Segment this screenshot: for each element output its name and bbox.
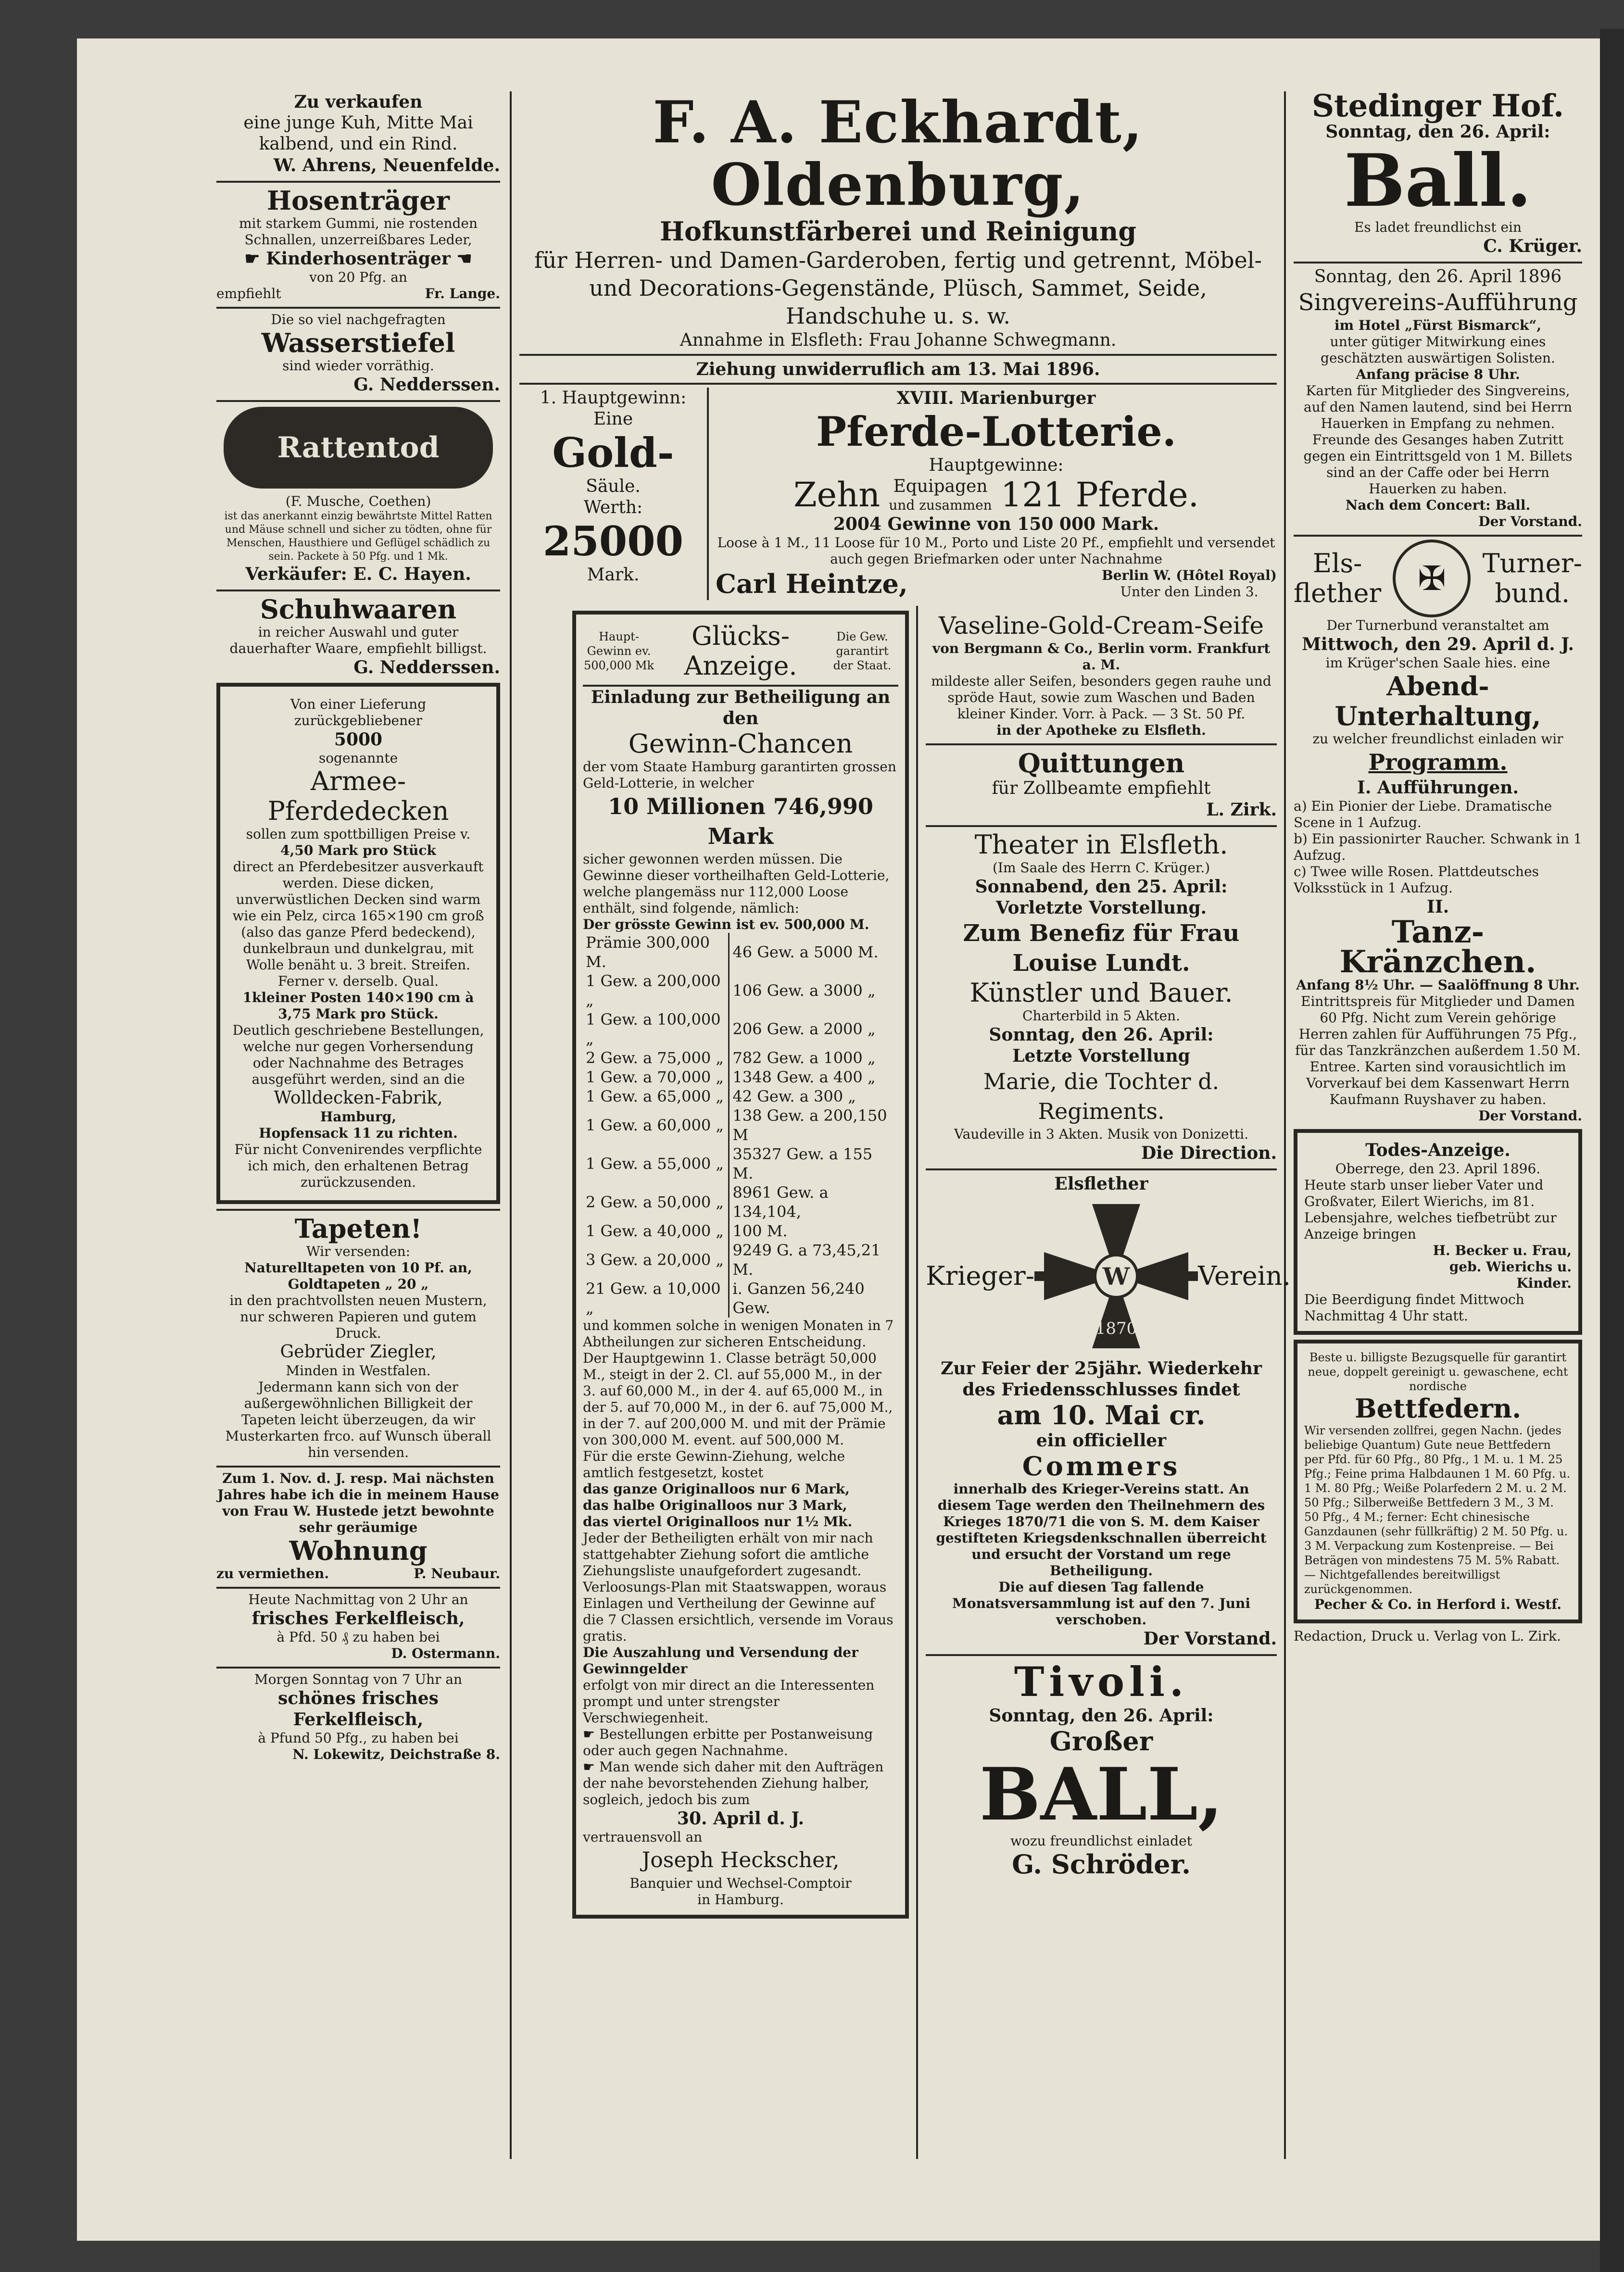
prize-row [583,1144,898,1183]
ad-text: wozu freundlichst einladet [1010,1833,1192,1849]
ad-signature: Joseph Heckscher, [642,1848,840,1872]
ad-text: unter gütiger Mitwirkung eines geschätzten auswärtigen Solisten. [1321,334,1555,366]
prize-cell: 106 Gew. a 3000 „ [732,981,876,1000]
ad-title: flether [1294,578,1382,608]
ad-text: Loose à 1 M., 11 Loose für 10 M., Porto und Liste 20 Pf., empfiehlt und versendet auch gegen Briefmarken oder unter Nachnahme [717,535,1275,567]
divider [519,383,1277,385]
heintze-address [1102,567,1277,600]
ad-title: Commers [1022,1451,1181,1481]
binding-edge [1600,29,1624,2272]
prize-cell: 1 Gew. a 100,000 „ [583,1010,729,1048]
ad-text: für Herren- und Damen-Garderoben, fertig und getrennt, Möbel- und Decorations-Gegenstände, Plüsch, Sammet, Seide, Handschuhe u. s. w. [534,247,1262,329]
divider [519,354,1277,356]
ad-signature: D. Ostermann. [391,1645,500,1661]
prize-cell: 2 Gew. a 75,000 „ [583,1048,729,1067]
ad-ferkel-2 [216,1671,500,1763]
turner-emblem-row [1294,540,1582,617]
ad-title: Marie, die Tochter d. Regiments. [983,1068,1220,1124]
ad-signature: L. Zirk. [1206,800,1277,820]
ad-title: Quittungen [1018,748,1185,778]
order-line [583,1759,898,1808]
ad-text: Die Auszahlung und Versendung der Gewinngelder [583,1644,858,1677]
ad-title: Todes-Anzeige. [1365,1140,1511,1160]
ad-text: Jeder der Betheiligten erhält von mir nach stattgehabter Ziehung sofort die amtliche Ziehungsliste unaufgefordert zugesandt. [583,1530,873,1579]
ad-text: Sonnabend, den 25. April: [975,877,1228,897]
prize-cell: 138 Gew. a 200,150 M [732,1106,887,1144]
prize-row [583,1106,898,1144]
pointing-hand-icon: ☛ [244,249,266,269]
ad-eckhardt [519,88,1277,600]
ad-text: Minden in Westfalen. [286,1363,431,1379]
divider [1294,535,1582,537]
ad-title: Singvereins-Aufführung [1298,289,1578,316]
ad-vaseline [926,611,1277,739]
pointing-hand-icon: ☚ [450,249,472,269]
prize-cell: 42 Gew. a 300 „ [732,1087,856,1105]
ad-rattentod [216,407,500,585]
ad-singverein [1294,266,1582,530]
ad-text: Wir versenden zollfrei, gegen Nachn. (jedes beliebige Quantum) Gute neue Bettfedern per Pfd. für 60 Pfg., 80 Pfg., 1 M. u. 1 M. 25 Pfg.; Feine prima Halbdaunen 1 M. 60 Pfg. u. 1 M. 80 Pfg.; Weiße Polarfedern 2 M. u. 2 M. 50 Pfg.; Silberweiße Bettfedern 3 M., 3 M. 50 Pfg., 4 M.; ferner: Echt chinesische Ganzdaunen (sehr füllkräftig) 2 M. 50 Pfg. u. 3 M. Verpackung zum Kostenpreise. — Bei Beträgen von mindestens 75 M. 5% Rabatt. — Nichtgefallendes bereitwilligst zurückgenommen. [1304,1424,1571,1596]
ad-text: und kommen solche in wenigen Monaten in 7 Abtheilungen zur sicheren Entscheidung. [583,1318,894,1350]
ad-text: 1kleiner Posten 140×190 cm à 3,75 Mark pro Stück. [242,990,474,1022]
prize-cell: 21 Gew. a 10,000 „ [583,1279,729,1318]
ad-text: Die auf diesen Tag fallende Monatsversammlung ist auf den 7. Juni verschoben. [952,1579,1250,1628]
ad-stedinger-hof [1294,88,1582,257]
ad-title: Wohnung [289,1535,428,1566]
prize-cell: 2 Gew. a 50,000 „ [583,1183,729,1221]
ad-text: in der Apotheke zu Elsfleth. [996,722,1206,738]
ad-signature: Pecher & Co. in Herford i. Westf. [1314,1596,1561,1612]
ad-text: Man wende sich daher mit den Aufträgen der nahe bevorstehenden Ziehung halber, sogleich, jedoch bis zum [583,1759,884,1808]
column-rule [916,606,918,2159]
ad-text: Haupt-Gewinn ev. 500,000 Mk [584,630,654,672]
prize-cell: 1 Gew. a 40,000 „ [583,1221,729,1241]
ad-text: innerhalb des Krieger-Vereins statt. An diesem Tage werden den Theilnehmern des Krieges 1870/71 die von S. M. dem Kaiser gestifteten Kriegsdenkschnallen überreicht und ersucht der Vorstand um rege Betheiligung. [936,1481,1267,1579]
ad-text: Verloosungs-Plan mit Staatswappen, woraus Einlagen und Vertheilung der Gewinne auf die 7 Classen ersichtlich, versende im Voraus gratis. [583,1579,894,1644]
ad-title: Künstler und Bauer. [969,978,1233,1008]
ad-price: das viertel Originalloos nur 1½ Mk. [583,1514,853,1530]
ad-price: das ganze Originalloos nur 6 Mark, [583,1481,850,1497]
turner-right [1483,549,1582,608]
ad-text: erfolgt von mir direct an die Interessenten prompt und unter strengster Verschwiegenheit. [583,1677,875,1726]
ad-title: 10 Millionen 746,990 Mark [608,793,873,849]
ad-title: Pferde-Lotterie. [816,408,1177,455]
ad-text: Es ladet freundlichst ein [1354,219,1522,235]
lottery-row [519,388,1277,600]
imprint: Redaction, Druck u. Verlag von L. Zirk. [1294,1628,1561,1644]
ad-text: Die Beerdigung findet Mittwoch Nachmittag 4 Uhr statt. [1304,1292,1524,1324]
ad-theater [926,830,1277,1164]
glueck-header [583,621,898,687]
ad-pferdedecken [216,683,500,1204]
ad-text: im Hotel „Fürst Bismarck“, [1334,317,1542,333]
ad-title: Pferdedecken [267,796,449,826]
ad-text: für Zollbeamte empfiehlt [992,778,1211,798]
divider [926,743,1277,745]
prize-table [583,933,898,1318]
ad-ferkel-1 [216,1592,500,1662]
order-line [583,1726,898,1759]
ad-title: Zu verkaufen [294,92,423,112]
lottery-date: Ziehung unwiderruflich am 13. Mai 1896. [696,359,1100,379]
pferde-column [709,388,1277,600]
column-1 [216,91,500,1768]
prize-cell: Prämie 300,000 M. [583,933,729,971]
ad-text: Naturelltapeten von 10 Pf. an, [244,1260,472,1276]
column-2 [572,606,909,1923]
ad-text: eine junge Kuh, Mitte Mai kalbend, und ein Rind. [243,113,473,154]
ad-title: Hosenträger [266,185,450,216]
prize-cell: 100 M. [732,1222,788,1240]
ad-title: Theater in Elsfleth. [974,829,1228,860]
iron-cross-icon [1034,1194,1198,1358]
ad-text: Mittwoch, den 29. April d. J. [1302,634,1574,654]
ad-text: Werth: [583,498,643,517]
ad-title: Vaseline-Gold-Cream-Seife [939,612,1264,640]
prize-cell: 1 Gew. a 65,000 „ [583,1087,729,1106]
ad-title: Tapeten! [294,1213,422,1244]
divider [216,1667,500,1669]
ad-todesanzeige [1294,1129,1582,1335]
ad-signature: Carl Heintze, [716,568,908,599]
divider [926,1654,1277,1656]
ad-title: Gold- [552,429,674,477]
ad-text: Der Hauptgewinn 1. Classe beträgt 50,000 M., steigt in der 2. Cl. auf 55,000 M., in der 3. auf 60,000 M., in der 4. auf 65,000 M., in der 5. auf 70,000 M., in der 6. auf 75,000 M., in der 7. auf 200,000 M. und mit der Prämie von 300,000 M. event. auf 500,000 M. [583,1350,893,1448]
prize-cell: 46 Gew. a 5000 M. [732,943,879,961]
ad-text: Morgen Sonntag von 7 Uhr an [254,1671,463,1687]
ad-kriegerverein [926,1173,1291,1649]
prize-cell: 8961 Gew. a 134,104, [732,1183,829,1221]
prize-cell: 35327 Gew. a 155 M. [732,1145,873,1182]
ad-text: der vom Staate Hamburg garantirten grossen Geld-Lotterie, in welcher [583,759,896,791]
ad-title: Stedinger Hof. [1311,88,1564,124]
ad-subtitle [216,248,500,269]
ad-text: à Pfd. 50 ₰ zu haben bei [277,1629,440,1645]
prize-row [583,1067,898,1087]
ad-text: Hamburg, [320,1109,397,1125]
ad-text: Berlin W. (Hôtel Royal) [1102,567,1277,583]
ad-date: 30. April d. J. [677,1808,805,1829]
turner-left [1294,549,1381,608]
ad-bettfedern [1294,1340,1582,1623]
cross-year: 1870 [1095,1319,1137,1338]
ad-title: Ball. [1344,138,1532,223]
ad-text: Eintrittspreis für Mitglieder und Damen 60 Pfg. Nicht zum Verein gehörige Herren zahlen für Aufführungen 75 Pfg., für das Tanzkränzchen außerdem 1.50 M. Entree. Karten sind vorausichtlich im Vorverkauf bei dem Kassenwart Herrn Kaufmann Ruyshaver zu haben. [1295,993,1581,1107]
ad-text: II. [1426,897,1449,917]
logo-text: Rattentod [277,431,440,464]
ad-text: von Bergmann & Co., Berlin vorm. Frankfurt a. M. [932,640,1271,673]
ad-text: Equipagen [893,477,988,496]
ad-text: sicher gewonnen werden müssen. Die Gewinne dieser vortheilhaften Geld-Lotterie, welche plangemäss nur 112,000 Loose enthält, sind folgende, nämlich: [583,851,890,916]
ad-signature: Gebrüder Ziegler, [280,1342,437,1362]
gold-column [519,388,709,600]
ad-signature: Die Direction. [1141,1143,1277,1163]
ad-text: b) Ein passionirter Raucher. Schwank in 1 Aufzug. [1294,831,1582,863]
prize-cell: 206 Gew. a 2000 „ [732,1020,876,1038]
ad-text: XVIII. Marienburger [896,388,1096,408]
pointing-hand-icon: ☛ [583,1726,600,1742]
ad-signature: geb. Wierichs u. [1449,1259,1572,1275]
heintze-line [716,567,1277,600]
ad-text: Goldtapeten „ 20 „ [288,1276,429,1292]
rat-logo [216,407,500,489]
newspaper-page [77,38,1616,2241]
ad-text: Karten für Mitglieder des Singvereins, auf den Namen lautend, sind bei Herrn Hauerken in Empfang zu nehmen. Freunde des Gesanges haben Zutritt gegen ein Eintrittsgeld von 1 M. Billets sind an der Caffe oder bei Herrn Hauerken zu haben. [1303,383,1573,497]
divider [926,1168,1277,1170]
ad-text: 2004 Gewinne von 150 000 Mark. [833,514,1159,534]
ad-signature: H. Becker u. Frau, [1433,1243,1572,1258]
ad-number: 25000 [542,517,684,565]
ad-text: zu vermiethen. [216,1566,329,1582]
prize-row [583,1048,898,1067]
divider [216,181,500,183]
ad-price: das halbe Originalloos nur 3 Mark, [583,1497,847,1513]
prize-row [583,1241,898,1279]
ad-text: 1. Hauptgewinn: [540,388,687,408]
prize-cell: 1 Gew. a 200,000 „ [583,971,729,1010]
ad-title: Tivoli. [1014,1658,1189,1706]
ad-text: Der grösste Gewinn ist ev. 500,000 M. [583,916,869,932]
ad-text: Säule. [586,477,641,496]
ad-text: Hopfensack 11 zu richten. [259,1125,458,1141]
prize-row [583,933,898,971]
ad-text: Louise Lundt. [1012,950,1190,977]
ad-signature: C. Krüger. [1483,236,1582,256]
glueck-title [655,621,826,681]
prize-cell: 3 Gew. a 20,000 „ [583,1241,729,1279]
prize-row [583,1221,898,1241]
ad-text: in reicher Auswahl und guter dauerhafter Waare, empfiehlt billigst. [229,624,487,656]
ad-text: Zur Feier der 25jähr. Wiederkehr des Friedensschlusses findet [941,1358,1262,1400]
prize-cell: 782 Gew. a 1000 „ [732,1049,876,1067]
ad-signature: G. Nedderssen. [353,657,500,678]
column-rule [510,91,512,2159]
ad-text: Zehn [793,475,881,515]
ad-text: Großer [1049,1726,1153,1757]
ad-text: c) Twee wille Rosen. Plattdeutsches Volksstück in 1 Aufzug. [1294,864,1539,896]
ad-text: empfiehlt [216,286,281,301]
divider [216,1466,500,1468]
ad-text: sogenannte [318,750,398,766]
ad-text: I. Aufführungen. [1357,778,1519,798]
ad-signature: Verkäufer: E. C. Hayen. [245,564,471,584]
ad-title: schönes frisches Ferkelfleisch, [278,1688,439,1730]
ad-text: Zum Benefiz für Frau [963,920,1240,947]
ad-title: BALL, [979,1752,1223,1837]
ad-text: Von einer Lieferung zurückgebliebener [290,696,427,728]
ad-title: Abend- [1386,671,1489,702]
rat-icon [224,407,493,489]
ad-text: Vaudeville in 3 Akten. Musik von Donizetti. [954,1126,1248,1142]
ad-title: F. A. Eckhardt, Oldenburg, [653,88,1144,219]
divider [1294,262,1582,264]
ad-signature: G. Nedderssen. [353,375,500,395]
ad-subtitle: Hofkunstfärberei und Reinigung [659,216,1137,247]
ad-text: Elsflether [1054,1174,1148,1194]
equipagen-line [716,476,1277,514]
ad-hosentraeger [216,186,500,302]
column-4 [1294,88,1582,1644]
ad-text: a) Ein Pionier der Liebe. Dramatische Scene in 1 Aufzug. [1294,798,1552,830]
ad-turnerbund [1294,540,1582,1124]
krieger-emblem-row [926,1194,1291,1358]
ad-signature: P. Neubaur. [414,1566,500,1582]
ad-title: Glücks- [691,621,790,651]
ad-tapeten [216,1214,500,1461]
ad-text: direct an Pferdebesitzer ausverkauft werden. Diese dicken, unverwüstlichen Decken sind warm wie ein Pelz, circa 165×190 cm groß (also das ganze Pferd bedeckend), dunkelbraun und dunkelgrau, mit Wolle benäht u. 3 breit. Streifen. Ferner v. derselb. Qual. [232,859,484,989]
ad-quittungen [926,748,1277,820]
prize-row [583,1183,898,1221]
ad-subtitle-text: Kinderhosenträger [266,249,451,269]
prize-cell: 1348 Gew. a 400 „ [732,1068,876,1086]
ad-text: Hauptgewinne: [929,455,1064,475]
ad-text: in den prachtvollsten neuen Mustern, nur schweren Papieren und gutem Druck. [229,1293,487,1341]
ad-title: Wolldecken-Fabrik, [274,1088,443,1108]
prize-row [583,1087,898,1106]
ad-text: 121 Pferde. [1000,475,1199,515]
divider [216,1587,500,1589]
ad-title: Unterhaltung, [1334,701,1541,731]
ad-price: von 20 Pfg. an [309,269,407,285]
ad-signature: G. Schröder. [1012,1849,1191,1880]
divider [216,1209,500,1211]
ad-text: sollen zum spottbilligen Preise v. [246,826,471,842]
ad-price: 4,50 Mark pro Stück [280,842,436,858]
ad-text: Der Turnerbund veranstaltet am [1326,617,1549,633]
ad-signature: Der Vorstand. [1478,514,1582,529]
ad-date: am 10. Mai cr. [997,1400,1206,1431]
turner-emblem-icon: ✠ [1393,540,1471,617]
ad-schuhwaaren [216,594,500,678]
column-rule [1284,91,1286,2159]
ad-text: Die so viel nachgefragten [271,312,446,327]
ad-title: Bettfedern. [1354,1393,1522,1424]
prize-row [583,971,898,1010]
prize-cell: 1 Gew. a 70,000 „ [583,1067,729,1087]
ad-wasserstiefel [216,312,500,395]
ad-text: Die Gew. garantirt der Staat. [833,630,892,672]
ad-kuh [216,91,500,176]
ad-text: Vorletzte Vorstellung. [995,898,1207,918]
ad-text: sind wieder vorräthig. [282,358,434,374]
prize-cell: 1 Gew. a 60,000 „ [583,1106,729,1144]
prize-cell: 1 Gew. a 55,000 „ [583,1144,729,1183]
ad-text: Beste u. billigste Bezugsquelle für garantirt neue, doppelt gereinigt u. gewaschene, echt nordische [1308,1351,1568,1393]
divider [216,590,500,591]
ad-text: Heute starb unser lieber Vater und Großvater, Eilert Wierichs, im 81. Lebensjahre, welches tiefbetrübt zur Anzeige bringen [1304,1177,1557,1242]
ad-title: Gewinn-Chancen [628,728,853,759]
ad-text: Einladung zur Betheiligung an den [591,687,891,728]
ad-text: Mark. [587,565,640,585]
ad-text: à Pfund 50 Pfg., zu haben bei [258,1730,459,1746]
equipagen-stack [889,476,992,514]
pointing-hand-icon: ☛ [583,1759,600,1775]
ad-title: Els- [1312,548,1362,578]
ad-text: Für die erste Gewinn-Ziehung, welche amtlich festgesetzt, kostet [583,1448,845,1481]
ad-text: in Hamburg. [697,1892,784,1908]
ad-text: Sonntag, den 26. April: [989,1025,1214,1045]
column-3 [926,611,1291,1884]
ad-tivoli [926,1659,1277,1879]
ad-title: Verein. [1197,1261,1291,1291]
ad-title: Turner- [1482,548,1582,578]
ad-text: Sonntag, den 26. April: [1325,122,1550,142]
ad-text: Jedermann kann sich von der außergewöhnlichen Billigkeit der Tapeten leicht überzeugen, da wir Musterkarten frco. auf Wunsch überall hin versenden. [225,1379,491,1460]
ad-text: Anfang 8½ Uhr. — Saalöffnung 8 Uhr. [1296,977,1580,993]
ad-text: Sonntag, den 26. April: [989,1706,1214,1726]
ad-text: Heute Nachmittag von 2 Uhr an [248,1592,468,1607]
ad-text: im Krüger'schen Saale hies. eine [1325,655,1550,671]
ad-title: Anzeige. [684,651,797,681]
ad-text: Sonntag, den 26. April 1896 [1314,267,1562,287]
ad-text: Eine [593,409,633,429]
ad-text: mildeste aller Seifen, besonders gegen rauhe und spröde Haut, sowie zum Waschen und Baden kleiner Kinder. Vorr. à Pack. — 3 St. 50 Pf. [931,673,1272,722]
ad-text: Annahme in Elsfleth: Frau Johanne Schwegmann. [680,330,1117,350]
divider [926,825,1277,827]
ad-signature: Der Vorstand. [1478,1108,1582,1124]
ad-text: Anfang präcise 8 Uhr. [1356,366,1520,382]
prize-cell: i. Ganzen 56,240 Gew. [732,1280,865,1317]
prize-row [583,1010,898,1048]
ad-wohnung [216,1470,500,1582]
ad-title: bund. [1495,578,1570,608]
ad-signature: Fr. Lange. [425,286,500,301]
ad-text: ein officieller [1036,1431,1167,1451]
ad-signature: W. Ahrens, Neuenfelde. [273,155,500,176]
ad-text: (F. Musche, Coethen) [285,493,431,509]
ad-footer [216,286,500,302]
iron-cross-svg [1034,1194,1198,1358]
ad-text: Letzte Vorstellung [1012,1046,1190,1066]
ad-signature: Kinder. [1516,1275,1572,1291]
ad-text: zu welcher freundlichst einladen wir [1312,731,1563,747]
prize-cell: 9249 G. a 73,45,21 M. [732,1241,881,1279]
ad-text: (Im Saale des Herrn C. Krüger.) [992,860,1210,876]
ad-text: Unter den Linden 3. [1120,584,1259,600]
ad-gluecks-anzeige [572,611,909,1919]
ad-title: frisches Ferkelfleisch, [252,1608,465,1629]
prize-row [583,1279,898,1318]
ad-footer [216,1566,500,1582]
ad-text: vertrauensvoll an [583,1829,703,1845]
ad-title: Programm. [1368,749,1508,775]
ad-text: Wir versenden: [306,1243,411,1259]
ad-text: und zusammen [889,497,992,513]
ad-text: Für nicht Convenirendes verpflichte ich mich, den erhaltenen Betrag zurückzusenden. [234,1142,482,1190]
ad-title: Schuhwaaren [260,594,457,625]
ad-text: Bestellungen erbitte per Postanweisung oder auch gegen Nachnahme. [583,1726,873,1758]
ad-text: Charterbild in 5 Akten. [1022,1008,1180,1024]
ad-text: Zum 1. Nov. d. J. resp. Mai nächsten Jahres habe ich die in meinem Hause von Frau W. Hustede jetzt bewohnte sehr geräumige [217,1470,499,1535]
ad-title: Tanz-Kränzchen. [1339,914,1536,980]
ad-title: Wasserstiefel [261,327,455,358]
ad-title: Armee- [310,766,406,796]
ad-text: mit starkem Gummi, nie rostenden Schnallen, unzerreißbares Leder, [239,215,478,248]
divider [216,307,500,309]
ad-text: Oberrege, den 23. April 1896. [1335,1161,1541,1177]
ad-text: Banquier und Wechsel-Comptoir [629,1875,852,1891]
ad-text: Nach dem Concert: Ball. [1345,497,1531,513]
divider [216,400,500,402]
cross-letter: W [1102,1262,1130,1291]
ad-signature: Der Vorstand. [1143,1629,1277,1649]
ad-text: ist das anerkannt einzig bewährtste Mittel Ratten und Mäuse schnell und sicher zu tödten, ohne für Menschen, Hausthiere und Geflügel schädlich zu sein. Packete à 50 Pfg. und 1 Mk. [224,510,492,563]
ad-title: Krieger- [926,1261,1034,1291]
ad-number: 5000 [334,729,383,750]
ad-signature: N. Lokewitz, Deichstraße 8. [292,1746,500,1762]
ad-text: Deutlich geschriebene Bestellungen, welche nur gegen Vorhersendung oder Nachnahme des Betrages ausgeführt werden, sind an die [232,1022,484,1087]
